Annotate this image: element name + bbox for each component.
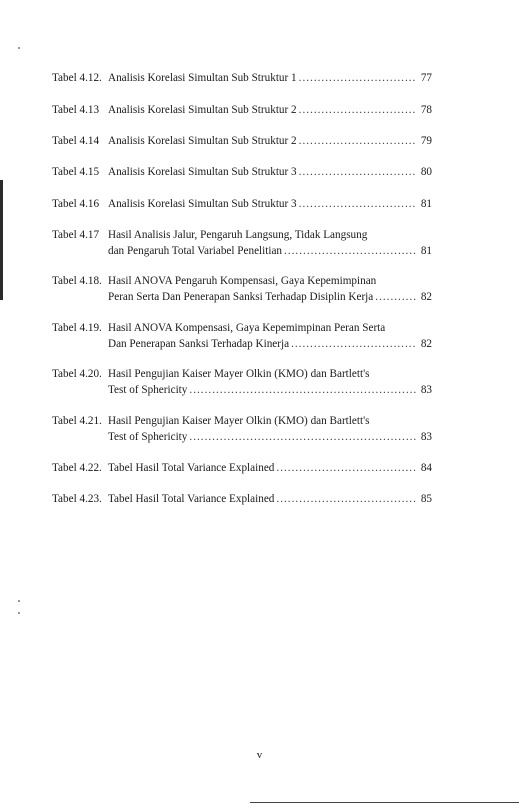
toc-entry-title: Tabel Hasil Total Variance Explained (108, 462, 275, 474)
toc-entry-page-number: 77 (420, 72, 432, 84)
toc-entry-page-number: 81 (420, 245, 432, 257)
toc-entry-title: Tabel Hasil Total Variance Explained (108, 493, 275, 505)
toc-dot-leader (291, 336, 416, 352)
toc-entry-page-number: 84 (420, 462, 432, 474)
toc-entry-title: Hasil Pengujian Kaiser Mayer Olkin (KMO) dan Bartlett's (108, 368, 370, 380)
toc-entry-title: Analisis Korelasi Simultan Sub Struktur 2 (108, 135, 297, 147)
toc-entry-page-number: 81 (420, 198, 432, 210)
toc-entry-page-number: 82 (420, 338, 432, 350)
toc-entry-label: Tabel 4.23. (52, 493, 102, 505)
toc-entry-label: Tabel 4.17 (52, 229, 100, 241)
scan-speck (18, 47, 20, 49)
toc-entry-page-number: 85 (420, 493, 432, 505)
toc-entry[interactable] (52, 273, 432, 305)
toc-entry-label: Tabel 4.16 (52, 198, 100, 210)
toc-entry-title: Analisis Korelasi Simultan Sub Struktur 1 (108, 72, 297, 84)
toc-entry[interactable] (52, 320, 432, 352)
toc-entry-label: Tabel 4.13 (52, 104, 100, 116)
toc-entry-page-number: 82 (420, 291, 432, 303)
toc-entry-page-number: 79 (420, 135, 432, 147)
toc-dot-leader (375, 289, 416, 305)
toc-dot-leader (299, 70, 416, 86)
toc-entry-page-number: 83 (420, 431, 432, 443)
toc-entry-title: Analisis Korelasi Simultan Sub Struktur 3 (108, 166, 297, 178)
toc-entry-title: Analisis Korelasi Simultan Sub Struktur 3 (108, 198, 297, 210)
toc-entry[interactable] (52, 164, 432, 180)
toc-entry-title-continued: Dan Penerapan Sanksi Terhadap Kinerja (108, 338, 290, 350)
scan-bottom-edge (250, 802, 519, 803)
toc-entry[interactable] (52, 413, 432, 445)
toc-entry-label: Tabel 4.12. (52, 72, 102, 84)
toc-entry-title-continued: Test of Sphericity (108, 384, 188, 396)
toc-entry-label: Tabel 4.21. (52, 415, 102, 427)
toc-entry-page-number: 83 (420, 384, 432, 396)
toc-entry-label: Tabel 4.14 (52, 135, 100, 147)
scan-edge-mark (0, 180, 3, 300)
toc-entry-label: Tabel 4.22. (52, 462, 102, 474)
toc-dot-leader (189, 382, 416, 398)
toc-entry-label: Tabel 4.20. (52, 368, 102, 380)
toc-entry[interactable] (52, 102, 432, 118)
toc-entry-title: Hasil ANOVA Pengaruh Kompensasi, Gaya Kepemimpinan (108, 275, 377, 287)
toc-entry[interactable] (52, 70, 432, 86)
toc-entry[interactable] (52, 366, 432, 398)
toc-dot-leader (299, 164, 416, 180)
scan-speck (18, 600, 20, 602)
toc-dot-leader (299, 133, 416, 149)
toc-entry-label: Tabel 4.15 (52, 166, 100, 178)
toc-dot-leader (299, 196, 416, 212)
toc-entry[interactable] (52, 227, 432, 259)
scan-speck (18, 612, 20, 614)
toc-dot-leader (276, 491, 416, 507)
toc-entry-page-number: 80 (420, 166, 432, 178)
toc-entry[interactable] (52, 460, 432, 476)
toc-entry-title-continued: Peran Serta Dan Penerapan Sanksi Terhadap Disiplin Kerja (108, 291, 374, 303)
toc-dot-leader (276, 460, 416, 476)
toc-entry-title: Analisis Korelasi Simultan Sub Struktur 2 (108, 104, 297, 116)
toc-entry-title-continued: dan Pengaruh Total Variabel Penelitian (108, 245, 283, 257)
toc-entry-label: Tabel 4.18. (52, 275, 102, 287)
toc-entry-title: Hasil Analisis Jalur, Pengaruh Langsung, Tidak Langsung (108, 229, 368, 241)
toc-entry-title-continued: Test of Sphericity (108, 431, 188, 443)
toc-dot-leader (189, 429, 416, 445)
toc-entry-label: Tabel 4.19. (52, 322, 102, 334)
toc-dot-leader (299, 102, 416, 118)
toc-entry[interactable] (52, 491, 432, 507)
toc-entry-title: Hasil Pengujian Kaiser Mayer Olkin (KMO) dan Bartlett's (108, 415, 370, 427)
page-number-footer: v (256, 749, 263, 761)
toc-entry[interactable] (52, 133, 432, 149)
toc-entry-title: Hasil ANOVA Kompensasi, Gaya Kepemimpinan Peran Serta (108, 322, 386, 334)
toc-entry-page-number: 78 (420, 104, 432, 116)
toc-dot-leader (284, 243, 416, 259)
toc-entry[interactable] (52, 196, 432, 212)
